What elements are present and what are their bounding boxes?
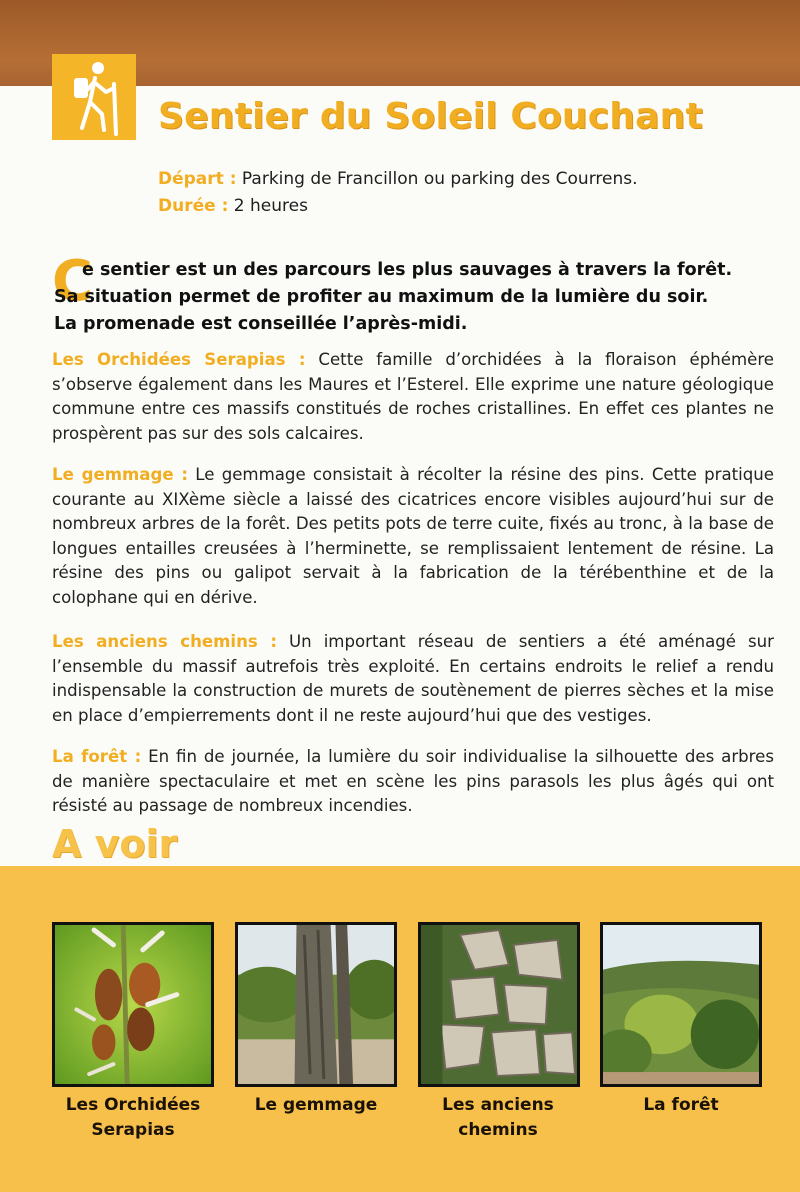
duree-label: Durée : bbox=[158, 196, 229, 216]
intro-line: La promenade est conseillée l’après-midi. bbox=[54, 314, 468, 334]
duree-value: 2 heures bbox=[233, 196, 308, 216]
section-text: Le gemmage consistait à récolter la résine des pins. Cette pratique courante au XIXème siècle a laissé des cicatrices encore visibles aujourd’hui sur de nombreux arbres de la forêt. Des petits pots de terre cuite, fixés au tronc, à la base de longues entailles creusées à l’herminette, se remplissaient lentement de résine. La résine des pins ou galipot servait à la fabrication de la térébenthine et de la colophane qui en dérive. bbox=[52, 465, 774, 607]
intro-paragraph bbox=[54, 257, 774, 338]
a-voir-title: A voir bbox=[52, 822, 178, 866]
caption-foret bbox=[596, 1093, 766, 1118]
section-gemmage bbox=[52, 463, 774, 611]
section-text: En fin de journée, la lumière du soir individualise la silhouette des arbres de manière spectaculaire et met en scène les pins parasols les plus âgés qui ont résisté au passage de nombreux incendies. bbox=[52, 747, 774, 816]
stone-path-photo bbox=[418, 922, 580, 1087]
hiker-icon bbox=[52, 54, 136, 140]
section-foret bbox=[52, 745, 774, 819]
caption-line: Le gemmage bbox=[254, 1095, 378, 1115]
depart-value: Parking de Francillon ou parking des Courrens. bbox=[241, 169, 638, 189]
section-label: La forêt : bbox=[52, 747, 142, 766]
trail-info bbox=[158, 166, 638, 220]
caption-orchidees bbox=[48, 1093, 218, 1143]
duree-row bbox=[158, 193, 638, 220]
section-label: Les anciens chemins : bbox=[52, 632, 277, 651]
intro-line: Sa situation permet de profiter au maximum de la lumière du soir. bbox=[54, 287, 709, 307]
depart-label: Départ : bbox=[158, 169, 237, 189]
caption-line: La forêt bbox=[643, 1095, 719, 1115]
pine-trunk-photo bbox=[235, 922, 397, 1087]
intro-line: e sentier est un des parcours les plus sauvages à travers la forêt. bbox=[82, 260, 733, 280]
section-label: Les Orchidées Serapias : bbox=[52, 350, 306, 369]
section-anciens-chemins bbox=[52, 630, 774, 728]
caption-anciens-chemins bbox=[413, 1093, 583, 1143]
section-orchidees bbox=[52, 348, 774, 446]
caption-line: Les anciens bbox=[442, 1095, 554, 1115]
section-text: Un important réseau de sentiers a été aménagé sur l’ensemble du massif autrefois très exploité. En certains endroits le relief a rendu indispensable la construction de murets de soutènement de pierres sèches et la mise en place d’empierrements dont il ne reste aujourd’hui que des vestiges. bbox=[52, 632, 775, 725]
depart-row bbox=[158, 166, 638, 193]
orchid-photo bbox=[52, 922, 214, 1087]
section-text: Cette famille d’orchidées à la floraison éphémère s’observe également dans les Maures et l’Esterel. Elle exprime une nature géologique commune entre ces massifs constitués de roches cristallines. En effet ces plantes ne prospèrent pas sur des sols calcaires. bbox=[52, 350, 774, 443]
caption-line: chemins bbox=[458, 1120, 538, 1140]
section-label: Le gemmage : bbox=[52, 465, 189, 484]
caption-line: Serapias bbox=[91, 1120, 175, 1140]
intro-dropcap: C bbox=[52, 249, 94, 314]
forest-hills-photo bbox=[600, 922, 762, 1087]
caption-line: Les Orchidées bbox=[65, 1095, 201, 1115]
caption-gemmage bbox=[231, 1093, 401, 1118]
page-title: Sentier du Soleil Couchant bbox=[158, 96, 703, 137]
